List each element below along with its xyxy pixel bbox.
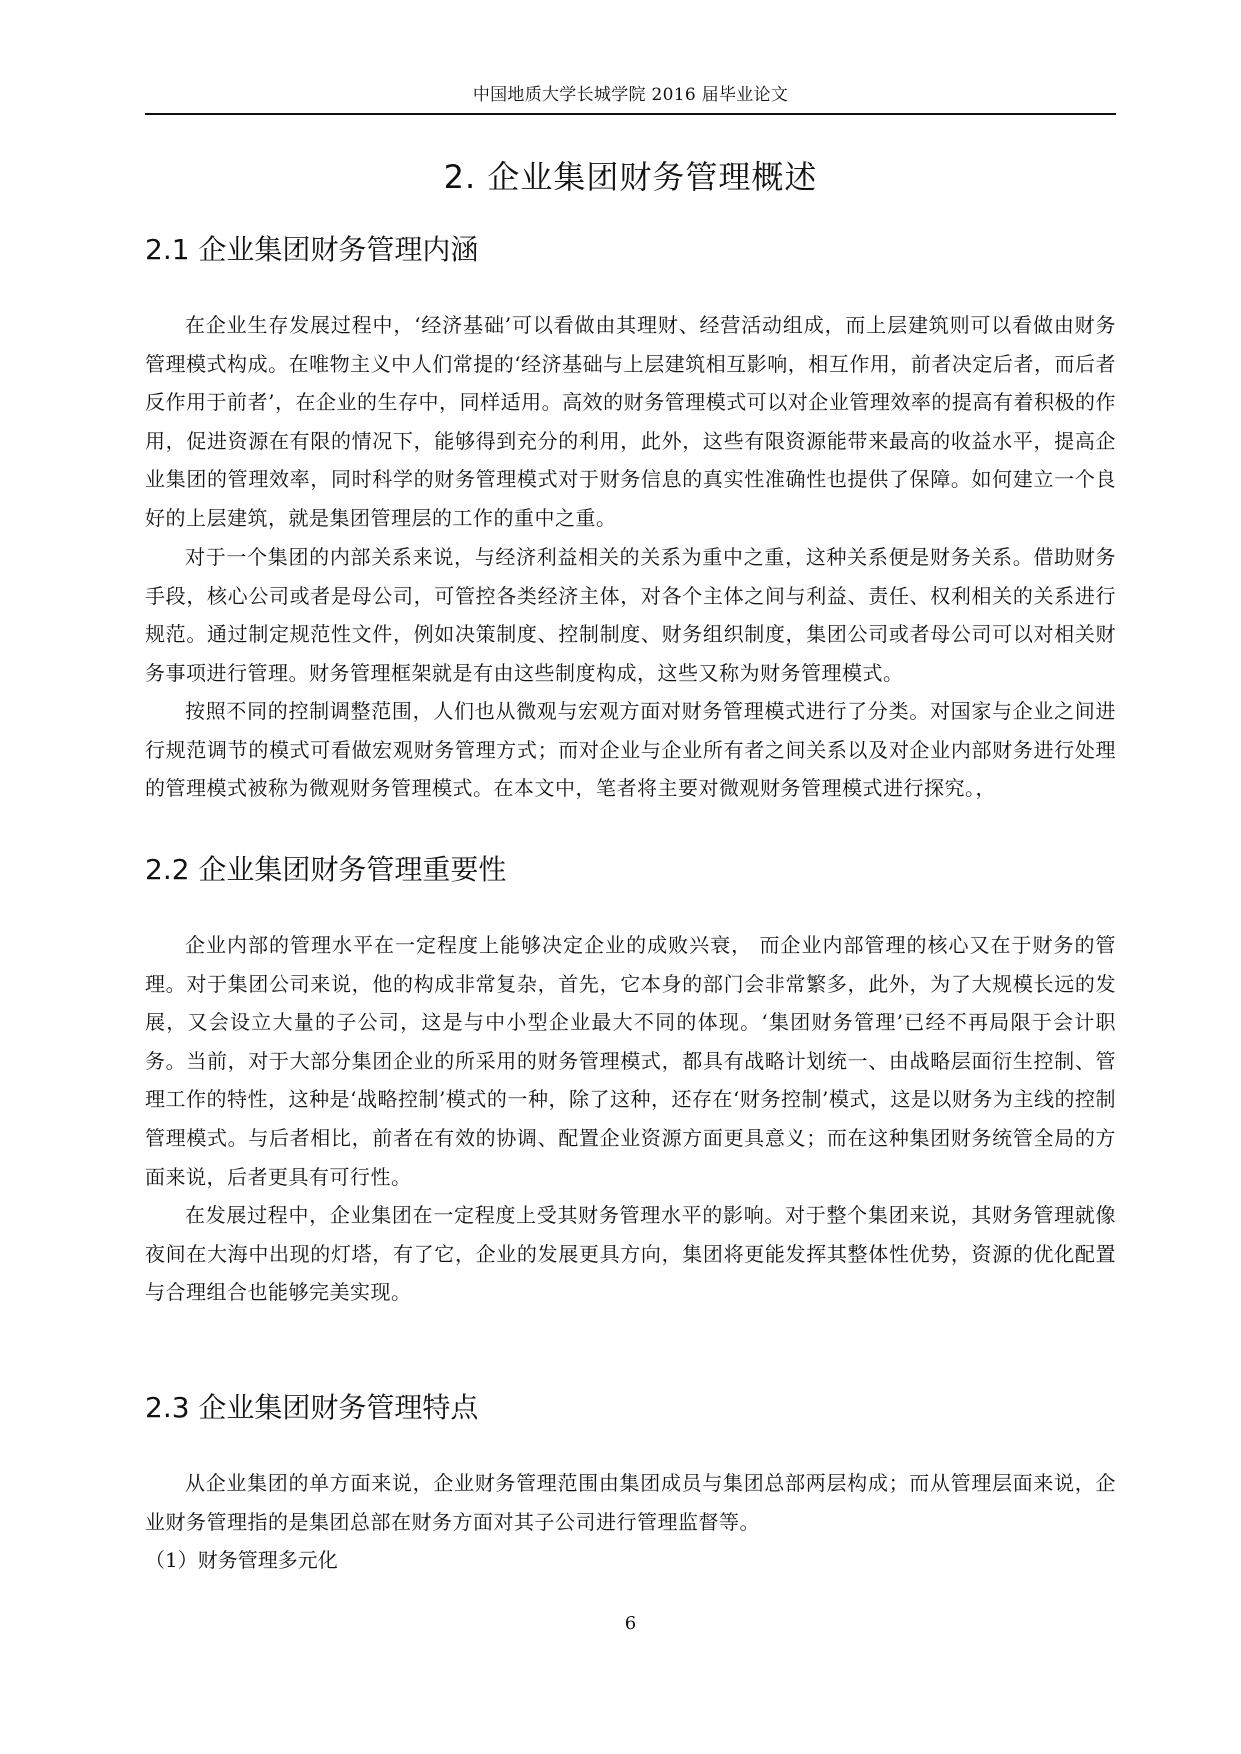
page-number: 6	[624, 1613, 637, 1634]
section-heading-2-3: 2.3 企业集团财务管理特点	[145, 1391, 479, 1424]
paragraph-2-1-1: 在企业生存发展过程中，‘经济基础’可以看做由其理财、经营活动组成，而上层建筑则可以看做由财务管理模式构成。在唯物主义中人们常提的‘经济基础与上层建筑相互影响，相互作用，前者决定后者，而后者反作用于前者’，在企业的生存中，同样适用。高效的财务管理模式可以对企业管理效率的提高有着积极的作用，促进资源在有限的情况下，能够得到充分的利用，此外，这些有限资源能带来最高的收益水平，提高企业集团的管理效率，同时科学的财务管理模式对于财务信息的真实性准确性也提供了保障。如何建立一个良好的上层建筑，就是集团管理层的工作的重中之重。	[145, 313, 1116, 530]
paragraph-2-2-2: 在发展过程中，企业集团在一定程度上受其财务管理水平的影响。对于整个集团来说，其财务管理就像夜间在大海中出现的灯塔，有了它，企业的发展更具方向，集团将更能发挥其整体性优势，资源的优化配置与合理组合也能够完美实现。	[145, 1203, 1116, 1305]
paragraph-2-1-2: 对于一个集团的内部关系来说，与经济利益相关的关系为重中之重，这种关系便是财务关系。借助财务手段，核心公司或者是母公司，可管控各类经济主体，对各个主体之间与利益、责任、权利相关的关系进行规范。通过制定规范性文件，例如决策制度、控制制度、财务组织制度，集团公司或者母公司可以对相关财务事项进行管理。财务管理框架就是有由这些制度构成，这些又称为财务管理模式。	[145, 545, 1116, 685]
paragraph-2-2-1: 企业内部的管理水平在一定程度上能够决定企业的成败兴衰， 而企业内部管理的核心又在于财务的管理。对于集团公司来说，他的构成非常复杂，首先，它本身的部门会非常繁多，此外，为了大规模长远的发展，又会设立大量的子公司，这是与中小型企业最大不同的体现。‘集团财务管理’已经不再局限于会计职务。当前，对于大部分集团企业的所采用的财务管理模式，都具有战略计划统一、由战略层面衍生控制、管理工作的特性，这种是‘战略控制’模式的一种，除了这种，还存在‘财务控制’模式，这是以财务为主线的控制管理模式。与后者相比，前者在有效的协调、配置企业资源方面更具意义；而在这种集团财务统管全局的方面来说，后者更具有可行性。	[145, 933, 1116, 1189]
list-item-financial-diversification: （1）财务管理多元化	[145, 1548, 338, 1572]
chapter-title: 2. 企业集团财务管理概述	[443, 158, 818, 196]
paragraph-2-1-3: 按照不同的控制调整范围，人们也从微观与宏观方面对财务管理模式进行了分类。对国家与企业之间进行规范调节的模式可看做宏观财务管理方式；而对企业与企业所有者之间关系以及对企业内部财务进行处理的管理模式被称为微观财务管理模式。在本文中，笔者将主要对微观财务管理模式进行探究。，	[145, 699, 1116, 801]
header-divider	[145, 113, 1116, 115]
running-header: 中国地质大学长城学院 2016 届毕业论文	[472, 85, 789, 105]
section-heading-2-1: 2.1 企业集团财务管理内涵	[145, 233, 479, 266]
section-heading-2-2: 2.2 企业集团财务管理重要性	[145, 853, 507, 886]
paragraph-2-3-1: 从企业集团的单方面来说，企业财务管理范围由集团成员与集团总部两层构成；而从管理层面来说，企业财务管理指的是集团总部在财务方面对其子公司进行管理监督等。	[145, 1471, 1116, 1534]
